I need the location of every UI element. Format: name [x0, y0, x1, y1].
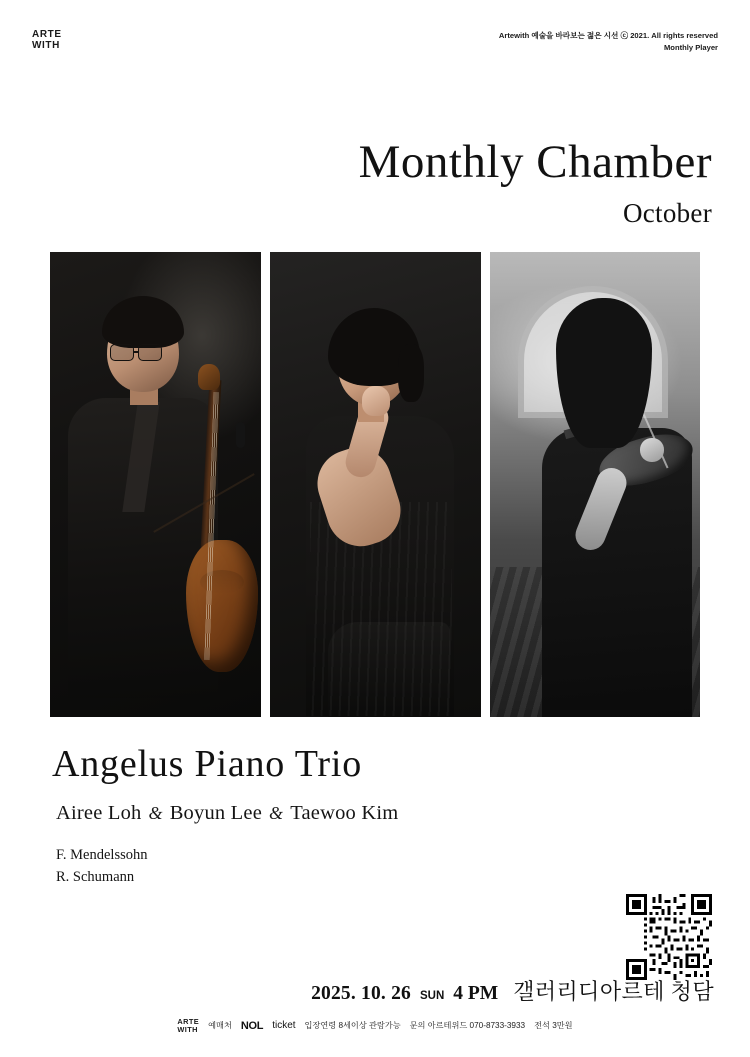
- microphone-icon: [236, 422, 245, 448]
- photo-cellist: [50, 252, 261, 717]
- reseller-label: 예매처: [208, 1021, 232, 1031]
- page-title: Monthly Chamber: [358, 136, 712, 188]
- member-separator-2: &: [269, 803, 284, 823]
- cello-body: [186, 540, 258, 672]
- pianist-hand: [362, 386, 390, 416]
- event-day-of-week: SUN: [419, 990, 445, 1002]
- photo-violinist: [490, 252, 700, 717]
- glasses-right-lens-icon: [138, 344, 162, 361]
- nol-ticket-logo[interactable]: NOL: [240, 1019, 264, 1032]
- artewith-logo: ARTE WITH: [32, 29, 62, 51]
- program-work-1: F. Mendelssohn: [56, 847, 148, 863]
- qr-code-icon: [626, 894, 712, 980]
- footer-meta: [0, 1018, 750, 1033]
- ensemble-name: Angelus Piano Trio: [52, 743, 363, 785]
- qr-code[interactable]: [626, 894, 712, 980]
- photo-pianist: [270, 252, 481, 717]
- performer-photo-strip: [50, 252, 700, 717]
- event-details: [311, 975, 714, 1006]
- glasses-bridge-icon: [134, 351, 139, 353]
- member-name-3: Taewoo Kim: [290, 802, 399, 824]
- contact-info: 문의 아르테위드 070-8733-3933: [409, 1021, 526, 1031]
- copyright-line-1: Artewith 예술을 바라보는 젊은 시선 ⓒ 2021. All rights reserved: [498, 31, 718, 40]
- admission-info: 입장연령 8세이상 관람가능: [304, 1021, 401, 1031]
- event-venue: 갤러리디아르테 청담: [513, 979, 714, 1004]
- footer-artewith-logo: ARTE WITH: [177, 1017, 200, 1034]
- event-date: 2025. 10. 26: [311, 983, 411, 1004]
- price-info: 전석 3만원: [534, 1021, 573, 1031]
- member-separator-1: &: [148, 803, 163, 823]
- cellist-hair: [102, 296, 184, 348]
- violinist-hand: [640, 438, 664, 462]
- violinist-hair: [556, 298, 652, 448]
- member-list: [56, 800, 398, 826]
- copyright-block: [499, 30, 718, 54]
- cello-scroll: [198, 364, 220, 390]
- member-name-1: Airee Loh: [56, 802, 142, 824]
- poster-header: [0, 0, 750, 70]
- member-name-2: Boyun Lee: [169, 802, 263, 824]
- glasses-left-lens-icon: [110, 344, 134, 361]
- copyright-line-2: Monthly Player: [663, 43, 718, 52]
- program-list: [56, 845, 147, 888]
- poster-title-block: [359, 136, 712, 230]
- page-subtitle: October: [622, 198, 712, 228]
- event-time: 4 PM: [453, 983, 499, 1004]
- program-work-2: R. Schumann: [56, 868, 135, 885]
- nol-ticket-word[interactable]: ticket: [272, 1020, 296, 1032]
- pianist-hair-side: [398, 344, 424, 402]
